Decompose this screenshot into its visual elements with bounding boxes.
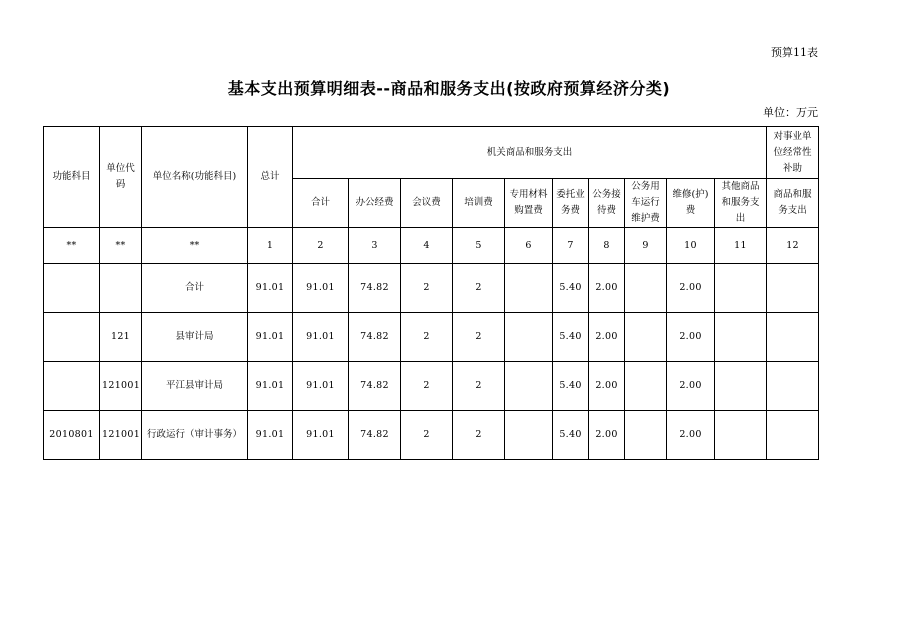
table-cell: 91.01 bbox=[293, 411, 349, 460]
table-cell: 2.00 bbox=[589, 313, 625, 362]
table-cell: 91.01 bbox=[248, 411, 293, 460]
header-group: 机关商品和服务支出 bbox=[293, 127, 767, 179]
table-cell bbox=[767, 313, 819, 362]
table-cell: 91.01 bbox=[293, 313, 349, 362]
table-cell: 2 bbox=[453, 313, 505, 362]
table-cell bbox=[767, 264, 819, 313]
table-cell: 5 bbox=[453, 228, 505, 264]
table-cell: 2010801 bbox=[44, 411, 100, 460]
table-cell: 合计 bbox=[142, 264, 248, 313]
table-cell: 91.01 bbox=[293, 264, 349, 313]
table-cell: 2.00 bbox=[667, 313, 715, 362]
table-cell: 1 bbox=[248, 228, 293, 264]
table-cell: 5.40 bbox=[553, 362, 589, 411]
table-row bbox=[44, 362, 819, 411]
header-sub: 会议费 bbox=[401, 179, 453, 228]
header-row-1 bbox=[44, 127, 819, 179]
page-title: 基本支出预算明细表--商品和服务支出(按政府预算经济分类) bbox=[227, 79, 671, 98]
table-cell: 6 bbox=[505, 228, 553, 264]
table-cell bbox=[715, 313, 767, 362]
table-cell bbox=[625, 313, 667, 362]
table-cell: 2.00 bbox=[667, 411, 715, 460]
table-cell: 91.01 bbox=[248, 313, 293, 362]
table-row bbox=[44, 264, 819, 313]
table-cell: 74.82 bbox=[349, 264, 401, 313]
header-sub: 公务用车运行维护费 bbox=[625, 179, 667, 228]
table-cell bbox=[44, 264, 100, 313]
table-cell: 121001 bbox=[100, 411, 142, 460]
table-number: 预算11表 bbox=[771, 46, 818, 59]
table-cell: 2 bbox=[401, 313, 453, 362]
table-row bbox=[44, 411, 819, 460]
budget-table bbox=[43, 126, 819, 460]
header-sub: 委托业务费 bbox=[553, 179, 589, 228]
table-cell bbox=[715, 411, 767, 460]
table-cell bbox=[505, 362, 553, 411]
table-cell: 5.40 bbox=[553, 264, 589, 313]
table-cell: 2 bbox=[401, 411, 453, 460]
header-unit-code: 单位代码 bbox=[100, 127, 142, 228]
table-cell bbox=[505, 264, 553, 313]
index-row bbox=[44, 228, 819, 264]
table-cell: 2 bbox=[401, 264, 453, 313]
table-cell: 2 bbox=[401, 362, 453, 411]
table-cell: 121 bbox=[100, 313, 142, 362]
table-row bbox=[44, 313, 819, 362]
table-cell: ** bbox=[100, 228, 142, 264]
table-cell: 74.82 bbox=[349, 313, 401, 362]
table-cell: 平江县审计局 bbox=[142, 362, 248, 411]
table-cell: ** bbox=[44, 228, 100, 264]
table-cell: 7 bbox=[553, 228, 589, 264]
table-cell: 2 bbox=[293, 228, 349, 264]
table-cell: 2 bbox=[453, 264, 505, 313]
table-cell: ** bbox=[142, 228, 248, 264]
table-cell: 10 bbox=[667, 228, 715, 264]
table-cell bbox=[625, 362, 667, 411]
table-cell bbox=[505, 411, 553, 460]
table-cell: 2.00 bbox=[667, 362, 715, 411]
header-unit-name: 单位名称(功能科目) bbox=[142, 127, 248, 228]
table-cell: 2.00 bbox=[589, 411, 625, 460]
table-cell: 11 bbox=[715, 228, 767, 264]
table-cell bbox=[715, 362, 767, 411]
table-cell bbox=[100, 264, 142, 313]
header-sub: 办公经费 bbox=[349, 179, 401, 228]
header-sub: 公务接待费 bbox=[589, 179, 625, 228]
header-sub: 商品和服务支出 bbox=[767, 179, 819, 228]
header-subsidy: 对事业单位经常性补助 bbox=[767, 127, 819, 179]
table-cell bbox=[767, 362, 819, 411]
header-sub: 维修(护)费 bbox=[667, 179, 715, 228]
table-cell bbox=[44, 362, 100, 411]
table-cell bbox=[625, 264, 667, 313]
table-cell: 县审计局 bbox=[142, 313, 248, 362]
header-sub: 其他商品和服务支出 bbox=[715, 179, 767, 228]
table-cell: 3 bbox=[349, 228, 401, 264]
table-cell: 74.82 bbox=[349, 362, 401, 411]
header-sub: 培训费 bbox=[453, 179, 505, 228]
header-total: 总计 bbox=[248, 127, 293, 228]
header-func-subject: 功能科目 bbox=[44, 127, 100, 228]
table-cell: 91.01 bbox=[293, 362, 349, 411]
table-cell: 121001 bbox=[100, 362, 142, 411]
table-cell bbox=[44, 313, 100, 362]
header-sub: 专用材料购置费 bbox=[505, 179, 553, 228]
table-cell: 2 bbox=[453, 411, 505, 460]
unit-label: 单位：万元 bbox=[763, 106, 818, 119]
table-cell: 4 bbox=[401, 228, 453, 264]
table-cell: 2.00 bbox=[667, 264, 715, 313]
table-cell: 74.82 bbox=[349, 411, 401, 460]
table-cell: 8 bbox=[589, 228, 625, 264]
table-cell: 12 bbox=[767, 228, 819, 264]
table-cell: 2.00 bbox=[589, 264, 625, 313]
table-cell bbox=[767, 411, 819, 460]
table-cell: 2 bbox=[453, 362, 505, 411]
table-cell bbox=[715, 264, 767, 313]
table-cell: 5.40 bbox=[553, 313, 589, 362]
table-cell: 91.01 bbox=[248, 362, 293, 411]
table-cell: 行政运行（审计事务） bbox=[142, 411, 248, 460]
table-cell bbox=[625, 411, 667, 460]
table-cell: 91.01 bbox=[248, 264, 293, 313]
table-cell: 9 bbox=[625, 228, 667, 264]
table-cell bbox=[505, 313, 553, 362]
table-cell: 5.40 bbox=[553, 411, 589, 460]
table-cell: 2.00 bbox=[589, 362, 625, 411]
header-sub: 合计 bbox=[293, 179, 349, 228]
